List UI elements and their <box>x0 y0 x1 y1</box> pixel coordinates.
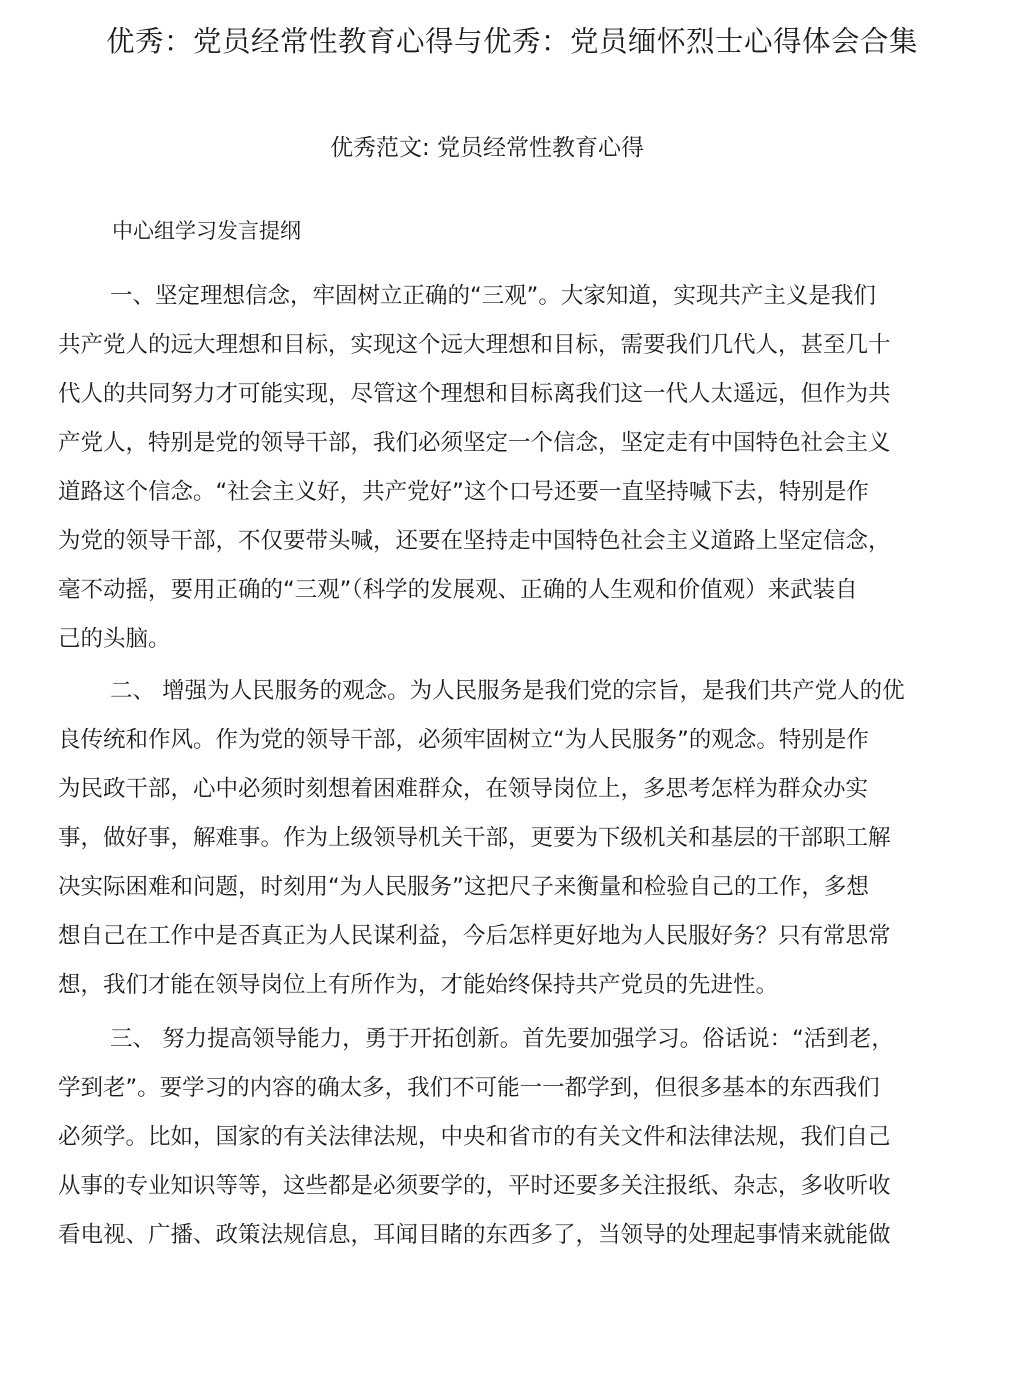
paragraph-line: 为党的领导干部，不仅要带头喊，还要在坚持走中国特色社会主义道路上坚定信念， <box>58 528 891 554</box>
paragraph-line: 想，我们才能在领导岗位上有所作为，才能始终保持共产党员的先进性。 <box>58 972 779 998</box>
article-subtitle: 优秀范文: 党员经常性教育心得 <box>330 135 645 161</box>
paragraph-line: 一、坚定理想信念，牢固树立正确的“三观”。大家知道，实现共产主义是我们 <box>110 283 876 309</box>
section-label: 中心组学习发言提纲 <box>112 219 301 243</box>
paragraph-line: 决实际困难和问题，时刻用“为人民服务”这把尺子来衡量和检验自己的工作，多想 <box>58 874 869 900</box>
paragraph-line: 产党人，特别是党的领导干部，我们必须坚定一个信念，坚定走有中国特色社会主义 <box>58 430 891 456</box>
paragraph-line: 毫不动摇，要用正确的“三观”（科学的发展观、正确的人生观和价值观）来武装自 <box>58 577 858 603</box>
paragraph-line: 己的头脑。 <box>58 626 171 652</box>
paragraph-line: 三、 努力提高领导能力，勇于开拓创新。首先要加强学习。俗话说：“活到老， <box>110 1026 894 1052</box>
paragraph-line: 共产党人的远大理想和目标，实现这个远大理想和目标，需要我们几代人，甚至几十 <box>58 332 891 358</box>
paragraph-line: 代人的共同努力才可能实现，尽管这个理想和目标离我们这一代人太遥远，但作为共 <box>58 381 891 407</box>
paragraph-line: 良传统和作风。作为党的领导干部，必须牢固树立“为人民服务”的观念。特别是作 <box>58 727 869 753</box>
paragraph-line: 二、 增强为人民服务的观念。为人民服务是我们党的宗旨，是我们共产党人的优 <box>110 678 905 704</box>
paragraph-3 <box>58 1015 938 1260</box>
paragraph-line: 从事的专业知识等等，这些都是必须要学的，平时还要多关注报纸、杂志，多收听收 <box>58 1173 891 1199</box>
paragraph-line: 看电视、广播、政策法规信息，耳闻目睹的东西多了，当领导的处理起事情来就能做 <box>58 1222 891 1248</box>
paragraph-2 <box>58 667 938 1010</box>
paragraph-line: 必须学。比如，国家的有关法律法规，中央和省市的有关文件和法律法规，我们自己 <box>58 1124 891 1150</box>
paragraph-line: 事，做好事，解难事。作为上级领导机关干部，更要为下级机关和基层的干部职工解 <box>58 825 891 851</box>
paragraph-line: 为民政干部，心中必须时刻想着困难群众，在领导岗位上，多思考怎样为群众办实 <box>58 776 869 802</box>
paragraph-line: 学到老”。要学习的内容的确太多，我们不可能一一都学到，但很多基本的东西我们 <box>58 1075 880 1101</box>
paragraph-1 <box>58 272 938 664</box>
document-title: 优秀：党员经常性教育心得与优秀：党员缅怀烈士心得体会合集 <box>105 25 918 58</box>
paragraph-line: 想自己在工作中是否真正为人民谋利益，今后怎样更好地为人民服好务？只有常思常 <box>58 923 891 949</box>
paragraph-line: 道路这个信念。“社会主义好，共产党好”这个口号还要一直坚持喊下去，特别是作 <box>58 479 869 505</box>
